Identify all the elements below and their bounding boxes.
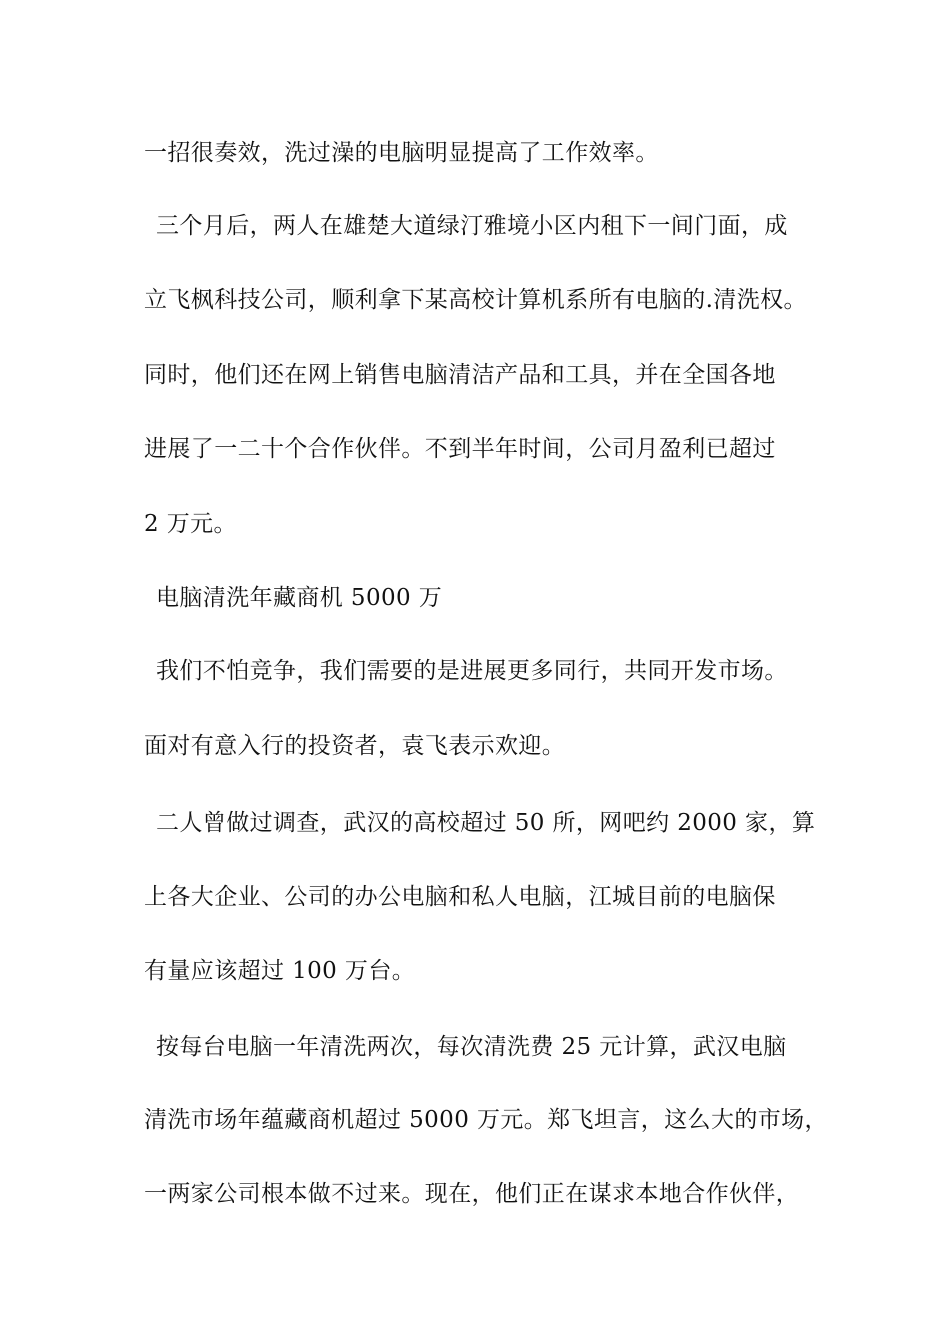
text-line-9: 面对有意入行的投资者，袁飞表示欢迎。 xyxy=(144,733,566,759)
text-line-12: 有量应该超过 100 万台。 xyxy=(144,958,416,984)
text-line-8: 我们不怕竞争，我们需要的是进展更多同行，共同开发市场。 xyxy=(156,658,788,684)
text-line-6: 2 万元。 xyxy=(144,511,237,537)
text-line-10: 二人曾做过调查，武汉的高校超过 50 所，网吧约 2000 家，算 xyxy=(156,810,816,836)
text-line-5: 进展了一二十个合作伙伴。不到半年时间，公司月盈利已超过 xyxy=(144,436,776,462)
text-line-3: 立飞枫科技公司，顺利拿下某高校计算机系所有电脑的.清洗权。 xyxy=(144,287,807,313)
text-line-4: 同时，他们还在网上销售电脑清洁产品和工具，并在全国各地 xyxy=(144,362,776,388)
text-line-14: 清洗市场年蕴藏商机超过 5000 万元。郑飞坦言，这么大的市场， xyxy=(144,1107,828,1133)
text-line-1: 一招很奏效，洗过澡的电脑明显提高了工作效率。 xyxy=(144,140,659,166)
section-heading: 电脑清洗年藏商机 5000 万 xyxy=(156,585,443,611)
text-line-2: 三个月后，两人在雄楚大道绿汀雅境小区内租下一间门面，成 xyxy=(156,213,788,239)
text-line-11: 上各大企业、公司的办公电脑和私人电脑，江城目前的电脑保 xyxy=(144,884,776,910)
text-line-15: 一两家公司根本做不过来。现在，他们正在谋求本地合作伙伴， xyxy=(144,1181,800,1207)
text-line-13: 按每台电脑一年清洗两次，每次清洗费 25 元计算，武汉电脑 xyxy=(156,1034,787,1060)
